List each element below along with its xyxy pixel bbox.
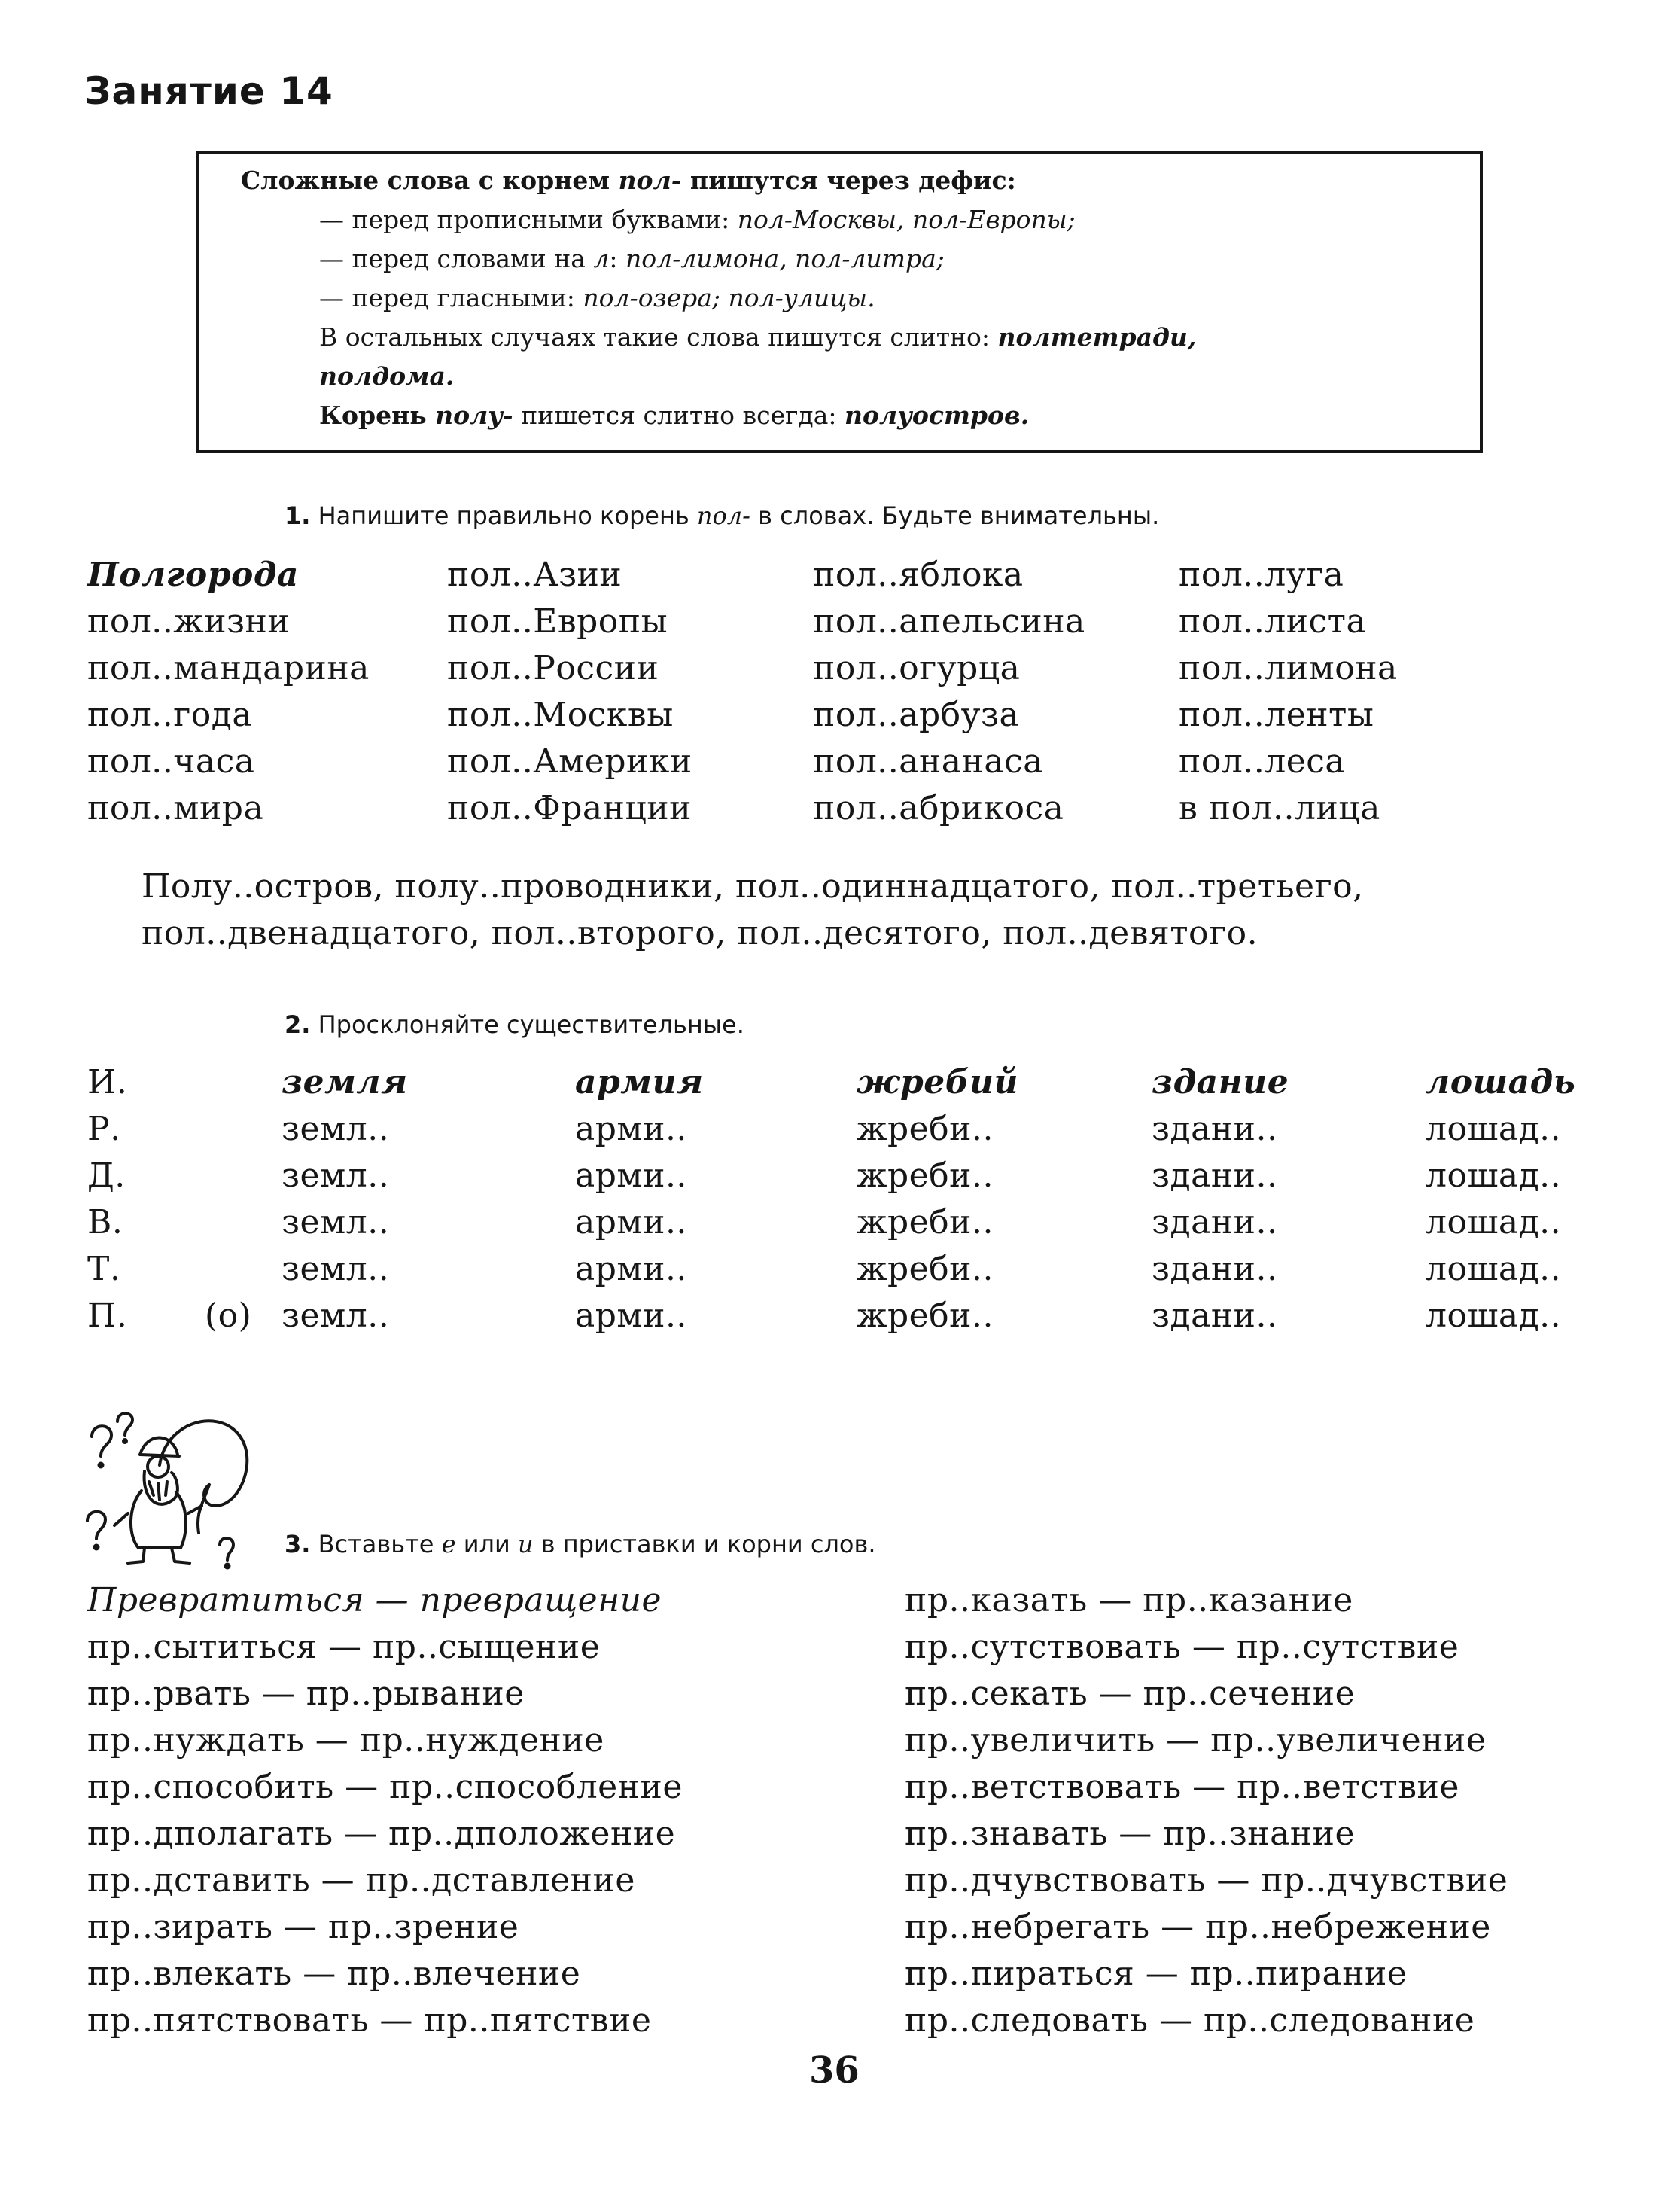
word-blank: пол..абрикоса bbox=[813, 789, 1064, 827]
rule-heading: Сложные слова с корнем пол- пишутся через дефис: bbox=[241, 166, 1016, 195]
word-blank: пол..апельсина bbox=[813, 602, 1085, 641]
declension-blank: лошад.. bbox=[1426, 1156, 1562, 1195]
word-pair: пр..нуждать — пр..нуждение bbox=[87, 1721, 604, 1760]
word-blank: пол..ленты bbox=[1179, 696, 1374, 734]
declension-blank: арми.. bbox=[575, 1250, 687, 1288]
exercise-3-title: 3. Вставьте е или и в приставки и корни слов. bbox=[285, 1530, 876, 1558]
exercise-1-paragraph-line: пол..двенадцатого, пол..второго, пол..десятого, пол..девятого. bbox=[142, 914, 1258, 952]
word-blank: пол..Франции bbox=[447, 789, 692, 827]
example-pair: Превратиться — превращение bbox=[87, 1581, 662, 1619]
noun-header: земля bbox=[282, 1063, 408, 1101]
declension-blank: здани.. bbox=[1152, 1156, 1278, 1195]
word-blank: пол..России bbox=[447, 649, 659, 687]
declension-blank: жреби.. bbox=[857, 1250, 994, 1288]
word-blank: пол..леса bbox=[1179, 742, 1346, 781]
word-pair: пр..дполагать — пр..дположение bbox=[87, 1814, 676, 1853]
case-label: Т. bbox=[87, 1250, 121, 1288]
word-pair: пр..сытиться — пр..сыщение bbox=[87, 1628, 601, 1666]
word-pair: пр..сутствовать — пр..сутствие bbox=[905, 1628, 1459, 1666]
declension-blank: арми.. bbox=[575, 1203, 687, 1242]
noun-header: армия bbox=[575, 1063, 704, 1101]
word-blank: пол..Европы bbox=[447, 602, 668, 641]
word-pair: пр..секать — пр..сечение bbox=[905, 1674, 1356, 1713]
declension-blank: арми.. bbox=[575, 1296, 687, 1335]
word-blank: пол..листа bbox=[1179, 602, 1367, 641]
case-label: В. bbox=[87, 1203, 123, 1242]
declension-blank: здани.. bbox=[1152, 1203, 1278, 1242]
declension-blank: жреби.. bbox=[857, 1110, 994, 1148]
declension-blank: здани.. bbox=[1152, 1110, 1278, 1148]
declension-blank: арми.. bbox=[575, 1156, 687, 1195]
word-blank: пол..часа bbox=[87, 742, 255, 781]
declension-blank: земл.. bbox=[282, 1296, 390, 1335]
declension-blank: земл.. bbox=[282, 1203, 390, 1242]
declension-blank: земл.. bbox=[282, 1156, 390, 1195]
word-pair: пр..зирать — пр..зрение bbox=[87, 1908, 519, 1946]
rule-case-vowels: — перед гласными: пол-озера; пол-улицы. bbox=[319, 283, 875, 312]
declension-blank: лошад.. bbox=[1426, 1203, 1562, 1242]
word-pair: пр..способить — пр..способление bbox=[87, 1768, 683, 1806]
word-pair: пр..казать — пр..казание bbox=[905, 1581, 1353, 1619]
word-blank: пол..мира bbox=[87, 789, 264, 827]
declension-blank: арми.. bbox=[575, 1110, 687, 1148]
case-label: Р. bbox=[87, 1110, 121, 1148]
word-blank: пол..арбуза bbox=[813, 696, 1020, 734]
declension-blank: здани.. bbox=[1152, 1296, 1278, 1335]
exercise-2-title: 2. Просклоняйте существительные. bbox=[285, 1010, 744, 1039]
word-blank: пол..ананаса bbox=[813, 742, 1043, 781]
declension-blank: жреби.. bbox=[857, 1203, 994, 1242]
noun-header: здание bbox=[1152, 1063, 1289, 1101]
word-pair: пр..рвать — пр..рывание bbox=[87, 1674, 525, 1713]
word-pair: пр..дчувствовать — пр..дчувствие bbox=[905, 1861, 1508, 1900]
rule-root-polu: Корень полу- пишется слитно всегда: полуостров. bbox=[319, 401, 1030, 430]
word-pair: пр..знавать — пр..знание bbox=[905, 1814, 1356, 1853]
case-label: Д. bbox=[87, 1156, 126, 1195]
declension-blank: лошад.. bbox=[1426, 1296, 1562, 1335]
rule-other-cases: В остальных случаях такие слова пишутся слитно: полтетради, bbox=[319, 322, 1197, 352]
rule-other-cases-cont: полдома. bbox=[319, 361, 455, 391]
word-pair: пр..пятствовать — пр..пятствие bbox=[87, 2001, 652, 2040]
noun-header: лошадь bbox=[1426, 1063, 1576, 1101]
word-blank: в пол..лица bbox=[1179, 789, 1380, 827]
exercise-1-title: 1. Напишите правильно корень пол- в словах. Будьте внимательны. bbox=[285, 501, 1160, 530]
word-pair: пр..дставить — пр..дставление bbox=[87, 1861, 635, 1900]
word-blank: пол..Азии bbox=[447, 556, 622, 594]
declension-blank: лошад.. bbox=[1426, 1250, 1562, 1288]
declension-blank: здани.. bbox=[1152, 1250, 1278, 1288]
declension-blank: жреби.. bbox=[857, 1156, 994, 1195]
word-blank: пол..яблока bbox=[813, 556, 1024, 594]
word-pair: пр..следовать — пр..следование bbox=[905, 2001, 1475, 2040]
declension-blank: лошад.. bbox=[1426, 1110, 1562, 1148]
word-blank: пол..мандарина bbox=[87, 649, 370, 687]
word-blank: пол..Москвы bbox=[447, 696, 674, 734]
word-pair: пр..ветствовать — пр..ветствие bbox=[905, 1768, 1459, 1806]
word-pair: пр..влекать — пр..влечение bbox=[87, 1955, 581, 1993]
page-number: 36 bbox=[809, 2049, 860, 2092]
word-blank: пол..Америки bbox=[447, 742, 692, 781]
word-blank: пол..огурца bbox=[813, 649, 1021, 687]
declension-blank: земл.. bbox=[282, 1110, 390, 1148]
preposition-label: (о) bbox=[205, 1296, 252, 1335]
word-blank: пол..лимона bbox=[1179, 649, 1398, 687]
rule-box bbox=[196, 151, 1483, 453]
rule-case-letter-l: — перед словами на л: пол-лимона, пол-литра; bbox=[319, 244, 945, 273]
noun-header: жребий bbox=[857, 1063, 1018, 1101]
case-label: И. bbox=[87, 1063, 128, 1101]
example-word: Полгорода bbox=[87, 556, 299, 594]
word-blank: пол..луга bbox=[1179, 556, 1344, 594]
word-pair: пр..увеличить — пр..увеличение bbox=[905, 1721, 1487, 1760]
gnome-with-question-marks-icon bbox=[75, 1400, 256, 1574]
declension-blank: жреби.. bbox=[857, 1296, 994, 1335]
word-blank: пол..года bbox=[87, 696, 253, 734]
word-pair: пр..пираться — пр..пирание bbox=[905, 1955, 1408, 1993]
word-blank: пол..жизни bbox=[87, 602, 291, 641]
case-label: П. bbox=[87, 1296, 128, 1335]
word-pair: пр..небрегать — пр..небрежение bbox=[905, 1908, 1491, 1946]
declension-blank: земл.. bbox=[282, 1250, 390, 1288]
exercise-1-paragraph-line: Полу..остров, полу..проводники, пол..одиннадцатого, пол..третьего, bbox=[142, 867, 1364, 906]
lesson-title: Занятие 14 bbox=[84, 69, 333, 113]
rule-case-capitals: — перед прописными буквами: пол-Москвы, пол-Европы; bbox=[319, 205, 1076, 234]
